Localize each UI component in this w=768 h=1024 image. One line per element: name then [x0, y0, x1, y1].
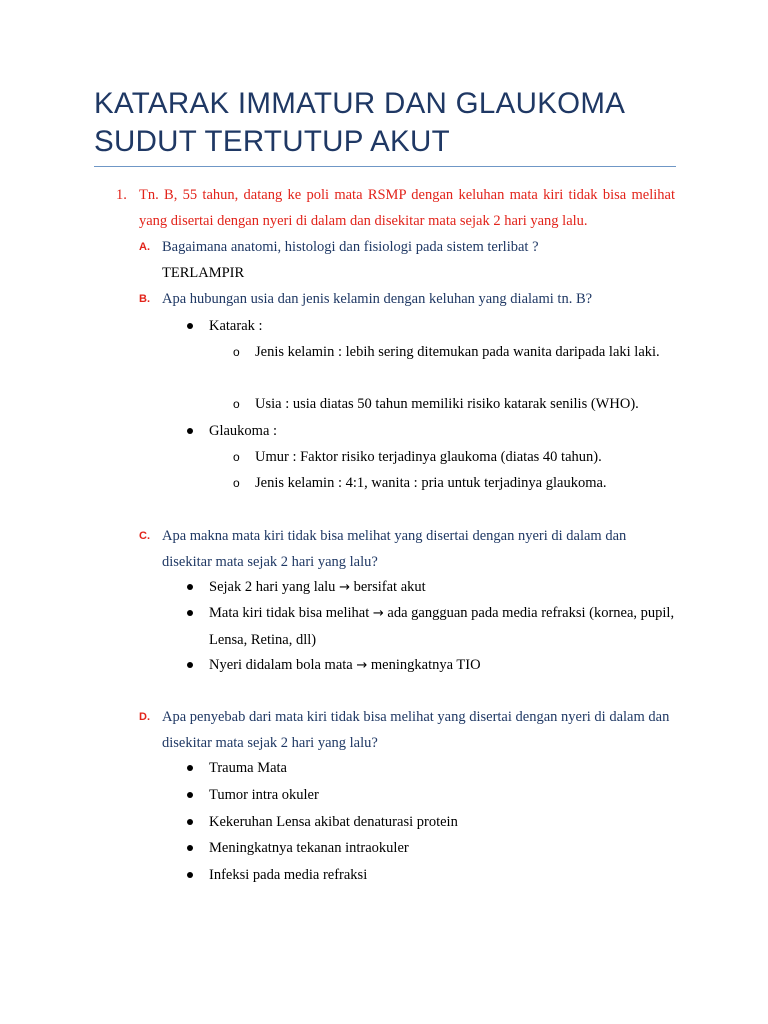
- list-item-right: meningkatnya TIO: [370, 657, 481, 673]
- bullet-icon: [187, 845, 193, 851]
- list-item-left: Nyeri didalam bola mata: [209, 657, 353, 673]
- list-item: Katarak :: [209, 318, 263, 334]
- document-title: KATARAK IMMATUR DAN GLAUKOMA SUDUT TERTUTUP AKUT: [94, 87, 624, 158]
- bullet-icon: [187, 584, 193, 590]
- bullet-icon: [187, 610, 193, 616]
- subquestion-text: Apa hubungan usia dan jenis kelamin dengan keluhan yang dialami tn. B?: [162, 291, 593, 307]
- subquestion-text: Apa makna mata kiri tidak bisa melihat yang disertai dengan nyeri di dalam dan disekitar mata sejak 2 hari yang lalu?: [162, 528, 627, 570]
- bullet-icon: [187, 428, 193, 434]
- bullet-icon: [187, 765, 193, 771]
- list-item: Tumor intra okuler: [209, 787, 319, 803]
- list-item: [209, 574, 426, 601]
- subquestion-letter: C.: [139, 530, 150, 542]
- bullet-icon: [187, 792, 193, 798]
- list-item: Jenis kelamin : lebih sering ditemukan pada wanita daripada laki laki.: [255, 344, 660, 360]
- list-item: [209, 652, 481, 679]
- list-item-left: Sejak 2 hari yang lalu: [209, 579, 336, 595]
- list-item-right: bersifat akut: [353, 579, 426, 595]
- circle-bullet-icon: o: [233, 397, 240, 411]
- list-item: Jenis kelamin : 4:1, wanita : pria untuk terjadinya glaukoma.: [255, 475, 607, 491]
- bullet-icon: [187, 662, 193, 668]
- circle-bullet-icon: o: [233, 450, 240, 464]
- list-item-left: Mata kiri tidak bisa melihat: [209, 605, 370, 621]
- question-text: Tn. B, 55 tahun, datang ke poli mata RSMP dengan keluhan mata kiri tidak bisa melihat yang disertai dengan nyeri di dalam dan disekitar mata sejak 2 hari yang lalu.: [139, 187, 675, 229]
- bullet-icon: [187, 872, 193, 878]
- arrow-right-icon: →: [339, 580, 350, 595]
- list-item: Glaukoma :: [209, 423, 278, 439]
- list-item: [209, 600, 675, 653]
- list-item: Trauma Mata: [209, 760, 287, 776]
- subquestion-letter: D.: [139, 711, 150, 723]
- subquestion-letter: B.: [139, 293, 150, 305]
- subquestion-letter: A.: [139, 241, 150, 253]
- subquestion-text: Bagaimana anatomi, histologi dan fisiologi pada sistem terlibat ?: [162, 239, 539, 255]
- list-item: Infeksi pada media refraksi: [209, 867, 368, 883]
- list-item: Umur : Faktor risiko terjadinya glaukoma (diatas 40 tahun).: [255, 449, 602, 465]
- arrow-right-icon: →: [372, 606, 384, 621]
- bullet-icon: [187, 323, 193, 329]
- bullet-icon: [187, 819, 193, 825]
- list-item: Usia : usia diatas 50 tahun memiliki risiko katarak senilis (WHO).: [255, 396, 639, 412]
- circle-bullet-icon: o: [233, 345, 240, 359]
- question-number: 1.: [116, 187, 127, 203]
- subquestion-text: Apa penyebab dari mata kiri tidak bisa melihat yang disertai dengan nyeri di dalam dan disekitar mata sejak 2 hari yang lalu?: [162, 709, 670, 751]
- arrow-right-icon: →: [356, 658, 368, 673]
- list-item: Meningkatnya tekanan intraokuler: [209, 840, 409, 856]
- answer-text: TERLAMPIR: [162, 265, 245, 281]
- list-item: Kekeruhan Lensa akibat denaturasi protein: [209, 814, 458, 830]
- list-item-right: ada gangguan pada media refraksi (kornea, pupil, Lensa, Retina, dll): [209, 605, 675, 648]
- circle-bullet-icon: o: [233, 476, 240, 490]
- title-underline: [94, 166, 676, 167]
